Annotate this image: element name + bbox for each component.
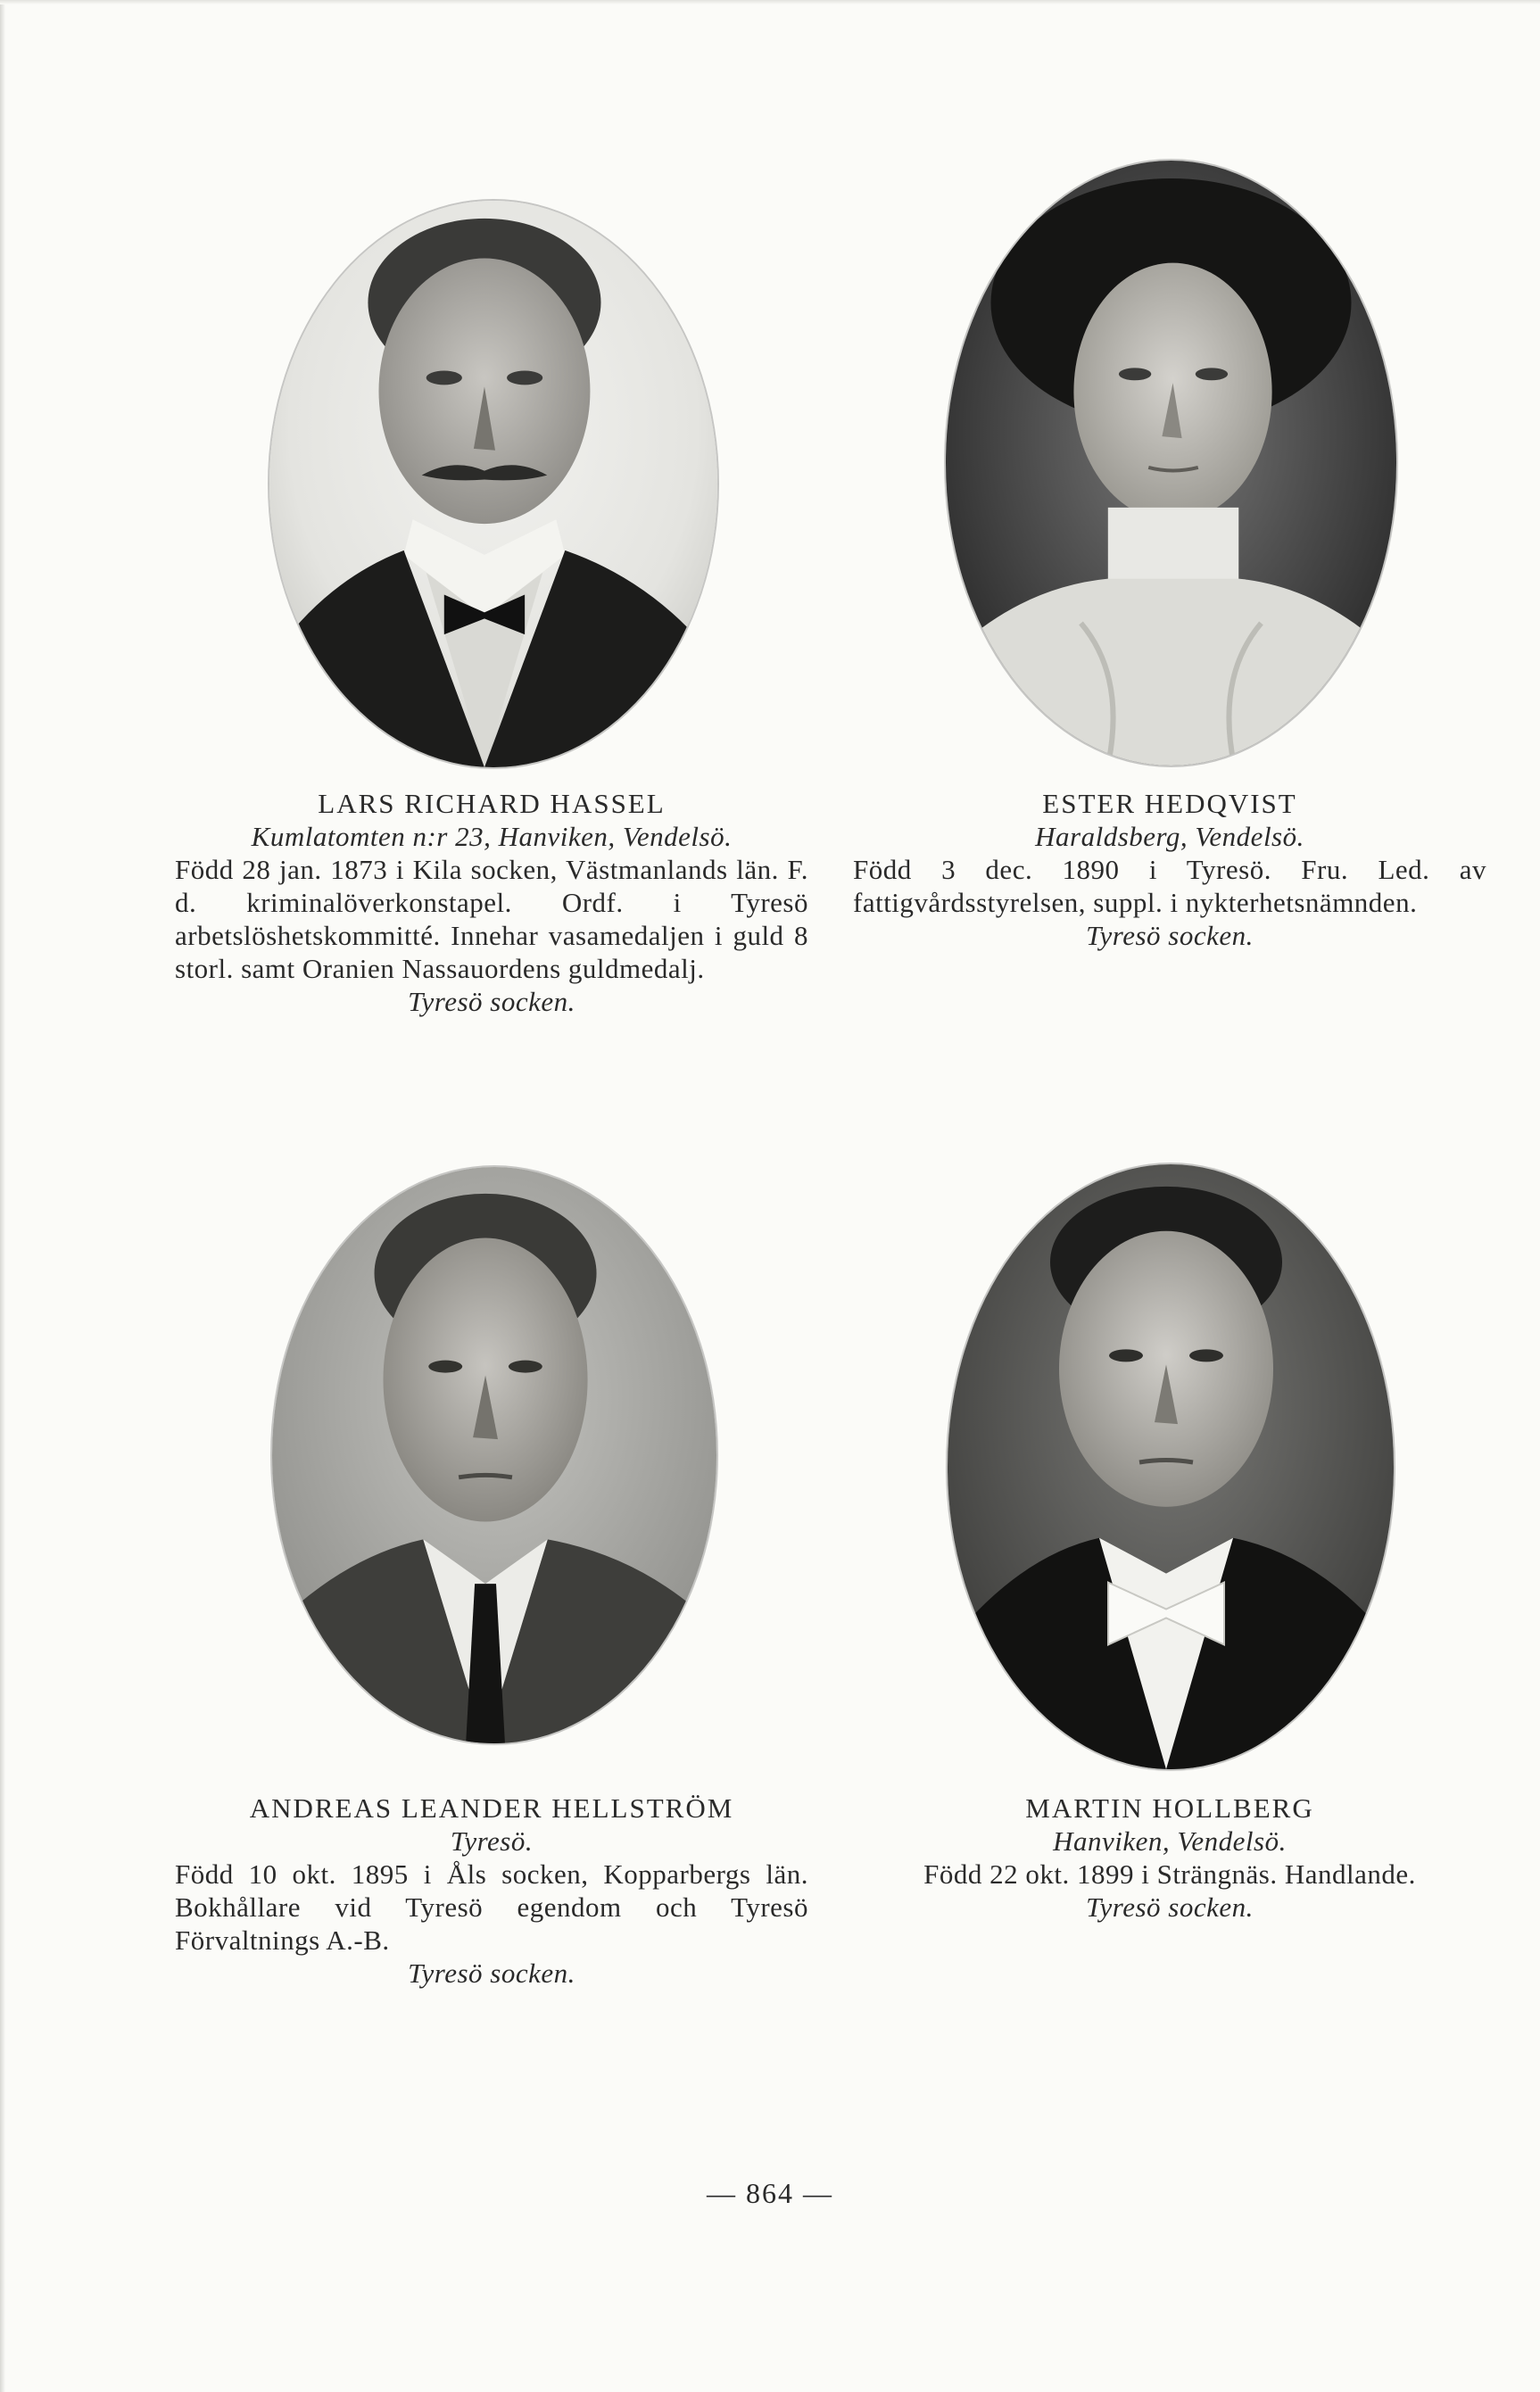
person-address: Haraldsberg, Vendelsö. — [1035, 821, 1304, 852]
portrait-photo-hellstrom — [272, 1167, 716, 1743]
person-name: LARS RICHARD HASSEL — [318, 788, 666, 819]
person-biography: Född 28 jan. 1873 i Kila socken, Västmanlands län. F. d. kriminalöverkonstapel. Ordf. i Tyresö arbetslöshetskommitté. Innehar vasamedaljen i guld 8 storl. samt Oranien Nassauordens guldmedalj. — [175, 854, 808, 984]
person-biography: Född 10 okt. 1895 i Åls socken, Kopparbergs län. Bokhållare vid Tyresö egendom och Tyresö Förvaltnings A.-B. — [175, 1858, 808, 1956]
person-address: Hanviken, Vendelsö. — [1053, 1825, 1287, 1857]
page-number: — 864 — — [707, 2177, 833, 2209]
page-edge — [0, 0, 1540, 4]
person-parish: Tyresö socken. — [1086, 1891, 1254, 1923]
page-edge — [0, 0, 5, 2392]
caption-hedqvist — [853, 787, 1486, 952]
caption-hollberg — [853, 1792, 1486, 1924]
person-name: ANDREAS LEANDER HELLSTRÖM — [249, 1792, 734, 1824]
caption-hellstrom — [175, 1792, 808, 1990]
person-address: Kumlatomten n:r 23, Hanviken, Vendelsö. — [251, 821, 733, 852]
person-parish: Tyresö socken. — [408, 986, 575, 1017]
portrait-photo-hassel — [269, 201, 717, 767]
person-parish: Tyresö socken. — [1086, 920, 1254, 951]
person-name: MARTIN HOLLBERG — [1025, 1792, 1314, 1824]
person-biography: Född 22 okt. 1899 i Strängnäs. Handlande. — [923, 1858, 1416, 1890]
portrait-photo-hollberg — [948, 1164, 1394, 1769]
person-name: ESTER HEDQVIST — [1042, 788, 1297, 819]
person-biography: Född 3 dec. 1890 i Tyresö. Fru. Led. av fattigvårdsstyrelsen, suppl. i nykterhetsnämnden. — [853, 854, 1486, 918]
caption-hassel — [175, 787, 808, 1018]
portrait-photo-hedqvist — [946, 161, 1396, 766]
person-parish: Tyresö socken. — [408, 1957, 575, 1989]
person-address: Tyresö. — [450, 1825, 534, 1857]
